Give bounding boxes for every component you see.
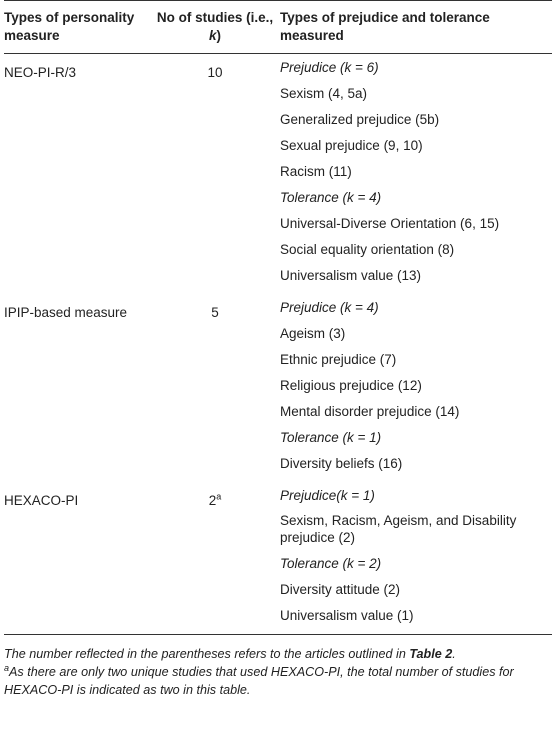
header-personality-measure: Types of personality measure [4,10,135,43]
footnote-2-text: As there are only two unique studies that used HEXACO-PI, the total number of studies for HEXACO-PI is indicated as two in this table. [4,665,514,697]
study-count-value: 5 [211,305,219,320]
entry-text: Prejudice (k = 6) [280,59,379,75]
table-body [4,54,552,635]
list-item [280,398,548,424]
header-prejudice-types: Types of prejudice and tolerance measured [280,10,490,43]
cell-personality-measure: NEO-PI-R/3 [4,65,77,80]
study-count-value: 10 [207,65,223,80]
list-item [280,236,548,262]
entry-text: Universal-Diverse Orientation (6, 15) [280,215,500,231]
list-item [280,346,548,372]
header-number-text: No of studies (i.e., [156,10,274,25]
entry-text: Prejudice (k = 4) [280,299,379,315]
list-item [280,158,548,184]
personality-prejudice-table [4,0,552,635]
entry-text: Prejudice(k = 1) [280,487,375,503]
entry-text: Tolerance (k = 4) [280,189,382,205]
list-item [280,508,548,550]
list-item [280,80,548,106]
category-subheading [280,424,548,450]
cell-study-count [154,54,280,295]
cell-prejudice-types [280,294,552,482]
header-number-close: ) [216,28,221,43]
category-subheading [280,54,548,80]
entry-text: Universalism value (1) [280,607,414,623]
category-subheading [280,184,548,210]
cell-prejudice-types [280,482,552,635]
table-header [4,1,552,54]
footnote-1-text: The number reflected in the parentheses refers to the articles outlined in [4,647,410,661]
entry-text: Diversity beliefs (16) [280,455,403,471]
entry-text: Ethnic prejudice (7) [280,351,397,367]
entry-text: Social equality orientation (8) [280,241,455,257]
table-row [4,54,552,295]
study-count-superscript: a [216,491,222,502]
list-item [280,132,548,158]
entry-text: Racism (11) [280,163,352,179]
list-item [280,372,548,398]
list-item [280,576,548,602]
footnote-1-table-ref: Table 2 [409,647,453,661]
entry-text: Universalism value (13) [280,267,422,283]
entry-text: Diversity attitude (2) [280,581,401,597]
entry-text: Ageism (3) [280,325,346,341]
cell-personality-measure: HEXACO-PI [4,493,79,508]
footnote-1-end: . [452,647,456,661]
list-item [280,602,548,628]
header-number-of-studies [154,1,280,54]
entry-text: Tolerance (k = 2) [280,555,382,571]
entry-text: Religious prejudice (12) [280,377,422,393]
cell-study-count [154,294,280,482]
table-footnotes [4,645,552,699]
list-item [280,262,548,288]
header-k-symbol: k [208,28,217,43]
list-item [280,106,548,132]
cell-study-count [154,482,280,635]
cell-prejudice-types [280,54,552,295]
footnote-2-marker: a [4,662,10,673]
table-row [4,294,552,482]
cell-personality-measure: IPIP-based measure [4,305,128,320]
entry-text: Generalized prejudice (5b) [280,111,440,127]
entry-text: Mental disorder prejudice (14) [280,403,460,419]
entry-text: Sexual prejudice (9, 10) [280,137,423,153]
category-subheading [280,550,548,576]
footnote-parentheses [4,645,552,663]
category-subheading [280,294,548,320]
entry-text: Sexism (4, 5a) [280,85,368,101]
entry-text: Tolerance (k = 1) [280,429,382,445]
list-item [280,210,548,236]
study-count-value: 2 [208,493,217,508]
list-item [280,320,548,346]
footnote-hexaco [4,663,552,699]
entry-text: Sexism, Racism, Ageism, and Disability prejudice (2) [280,513,517,545]
table-row [4,482,552,635]
list-item [280,450,548,476]
category-subheading [280,482,548,508]
